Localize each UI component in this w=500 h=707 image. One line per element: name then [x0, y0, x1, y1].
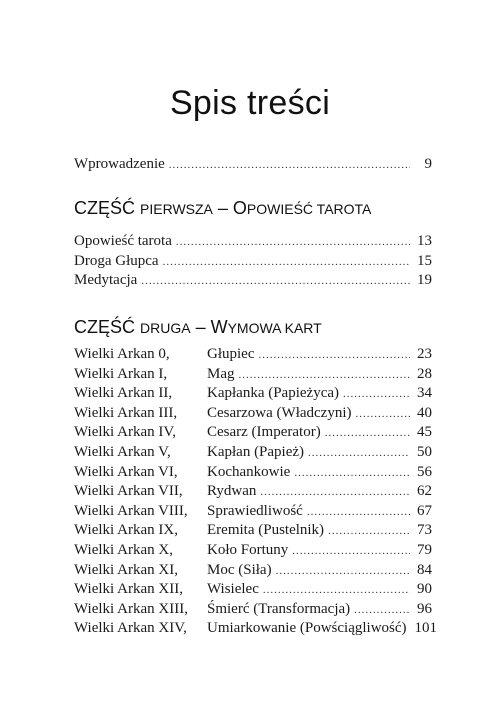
toc-entry-page: 23 — [417, 346, 432, 362]
toc-entry[interactable] — [74, 404, 432, 424]
toc-entry-arcana: Wielki Arkan VIII, — [74, 502, 188, 519]
toc-entry-arcana: Wielki Arkan 0, — [74, 346, 170, 362]
part-two-heading-word: DRUGA — [140, 320, 191, 336]
part-two-heading-prefix: CZĘŚĆ — [74, 317, 141, 337]
toc-entry-arcana: Wielki Arkan IV, — [74, 424, 177, 441]
toc-entry[interactable] — [74, 232, 432, 252]
toc-leader-dots — [356, 405, 410, 425]
part-two-heading-dash: – — [190, 317, 211, 337]
toc-entry-page: 34 — [417, 385, 432, 402]
toc-intro — [74, 155, 432, 175]
toc-entry-page: 56 — [417, 463, 432, 480]
toc-leader-dots — [239, 366, 411, 386]
toc-entry-page: 79 — [417, 541, 432, 558]
toc-entry-title: Kapłan (Papież) — [207, 443, 305, 460]
toc-leader-dots — [260, 483, 410, 503]
toc-entry[interactable] — [74, 443, 432, 463]
toc-entry-page: 73 — [417, 522, 432, 539]
toc-entry-arcana: Wielki Arkan XIV, — [74, 620, 187, 637]
toc-leader-dots — [343, 385, 410, 405]
toc-leader-dots — [292, 542, 410, 562]
toc-entry-title: Cesarzowa (Władczyni) — [207, 404, 352, 421]
toc-entry-arcana: Wielki Arkan V, — [74, 443, 171, 460]
toc-entry-title: Głupiec — [207, 346, 255, 362]
toc-entry-arcana: Wielki Arkan IX, — [74, 522, 178, 539]
toc-entry-title: Rydwan — [207, 483, 257, 500]
toc-entry-title: Kochankowie — [207, 463, 291, 480]
toc-entry-page: 19 — [417, 272, 432, 289]
toc-entry[interactable] — [74, 423, 432, 443]
part-one-heading — [74, 197, 371, 220]
toc-entry-arcana: Wielki Arkan II, — [74, 385, 173, 402]
toc-entry[interactable] — [74, 365, 432, 385]
toc-entry-page: 50 — [417, 443, 432, 460]
toc-entry[interactable] — [74, 155, 432, 175]
part-two-heading-cap: W — [210, 317, 228, 337]
toc-leader-dots — [176, 233, 410, 253]
toc-leader-dots — [258, 346, 410, 366]
toc-entry-page: 13 — [417, 233, 432, 249]
toc-entry[interactable] — [74, 561, 432, 581]
toc-entry-page: 90 — [417, 581, 432, 598]
toc-entry-title: Mag — [207, 365, 235, 382]
toc-entry-arcana: Wielki Arkan XI, — [74, 561, 178, 578]
part-one-heading-word: PIERWSZA — [140, 201, 213, 217]
toc-entry-arcana: Wielki Arkan III, — [74, 404, 178, 421]
toc-leader-dots — [263, 581, 410, 601]
part-one-heading-prefix: CZĘŚĆ — [74, 198, 141, 218]
part-one-heading-cap: O — [232, 198, 247, 218]
toc-entry[interactable] — [74, 541, 432, 561]
toc-entry-title: Śmierć (Transformacja) — [207, 600, 351, 617]
page-title: Spis treści — [169, 84, 331, 122]
toc-entry-arcana: Wielki Arkan VII, — [74, 483, 183, 500]
toc-entry-page: 101 — [414, 620, 438, 637]
toc-entry-arcana: Wielki Arkan I, — [74, 365, 168, 382]
toc-entry-page: 67 — [417, 502, 432, 519]
toc-entry-page: 15 — [417, 252, 432, 269]
toc-entry-arcana: Wielki Arkan XII, — [74, 581, 183, 598]
toc-entry[interactable] — [74, 521, 432, 541]
toc-leader-dots — [328, 522, 410, 542]
toc-entry-page: 62 — [417, 483, 432, 500]
toc-entry[interactable] — [74, 482, 432, 502]
toc-entry-page: 96 — [417, 600, 432, 617]
toc-leader-dots — [354, 601, 410, 621]
toc-entry-arcana: Wielki Arkan X, — [74, 541, 173, 558]
toc-leader-dots — [169, 156, 410, 176]
part-one-heading-dash: – — [212, 198, 233, 218]
toc-entry-title: Koło Fortuny — [207, 541, 289, 558]
toc-entry[interactable] — [74, 252, 432, 272]
toc-entry-page: 9 — [424, 156, 432, 172]
toc-leader-dots — [325, 424, 410, 444]
part-two-list — [74, 345, 438, 639]
toc-entry[interactable] — [74, 271, 432, 291]
toc-entry-page: 28 — [417, 365, 432, 382]
part-one-list — [74, 232, 432, 291]
toc-entry-title: Wisielec — [207, 581, 259, 598]
toc-leader-dots — [308, 444, 410, 464]
toc-entry-title: Umiarkowanie (Powściągliwość) — [207, 620, 407, 637]
toc-entry[interactable] — [74, 619, 438, 639]
toc-entry-title: Droga Głupca — [74, 252, 159, 269]
toc-entry[interactable] — [74, 345, 432, 365]
toc-entry[interactable] — [74, 502, 432, 522]
toc-entry-arcana: Wielki Arkan VI, — [74, 463, 178, 480]
toc-leader-dots — [276, 562, 410, 582]
toc-entry-title: Cesarz (Imperator) — [207, 424, 321, 441]
toc-entry-page: 40 — [417, 404, 432, 421]
toc-entry-title: Opowieść tarota — [74, 233, 172, 249]
toc-entry-arcana: Wielki Arkan XIII, — [74, 600, 188, 617]
toc-entry-title: Sprawiedliwość — [207, 502, 303, 519]
part-two-heading — [74, 316, 322, 339]
toc-entry[interactable] — [74, 580, 432, 600]
part-two-heading-rest: YMOWA KART — [227, 320, 322, 336]
toc-entry-page: 84 — [417, 561, 432, 578]
toc-entry[interactable] — [74, 600, 432, 620]
toc-leader-dots — [294, 464, 410, 484]
toc-entry-title: Moc (Siła) — [207, 561, 272, 578]
toc-leader-dots — [307, 503, 410, 523]
toc-entry[interactable] — [74, 463, 432, 483]
toc-entry-title: Wprowadzenie — [74, 156, 165, 172]
part-one-heading-rest: POWIEŚĆ TAROTA — [246, 201, 372, 217]
toc-leader-dots — [163, 253, 410, 273]
toc-entry-title: Kapłanka (Papieżyca) — [207, 385, 340, 402]
toc-entry-page: 45 — [417, 424, 432, 441]
toc-leader-dots — [141, 272, 410, 292]
toc-entry-title: Eremita (Pustelnik) — [207, 522, 325, 539]
toc-entry[interactable] — [74, 384, 432, 404]
toc-entry-title: Medytacja — [74, 272, 138, 289]
